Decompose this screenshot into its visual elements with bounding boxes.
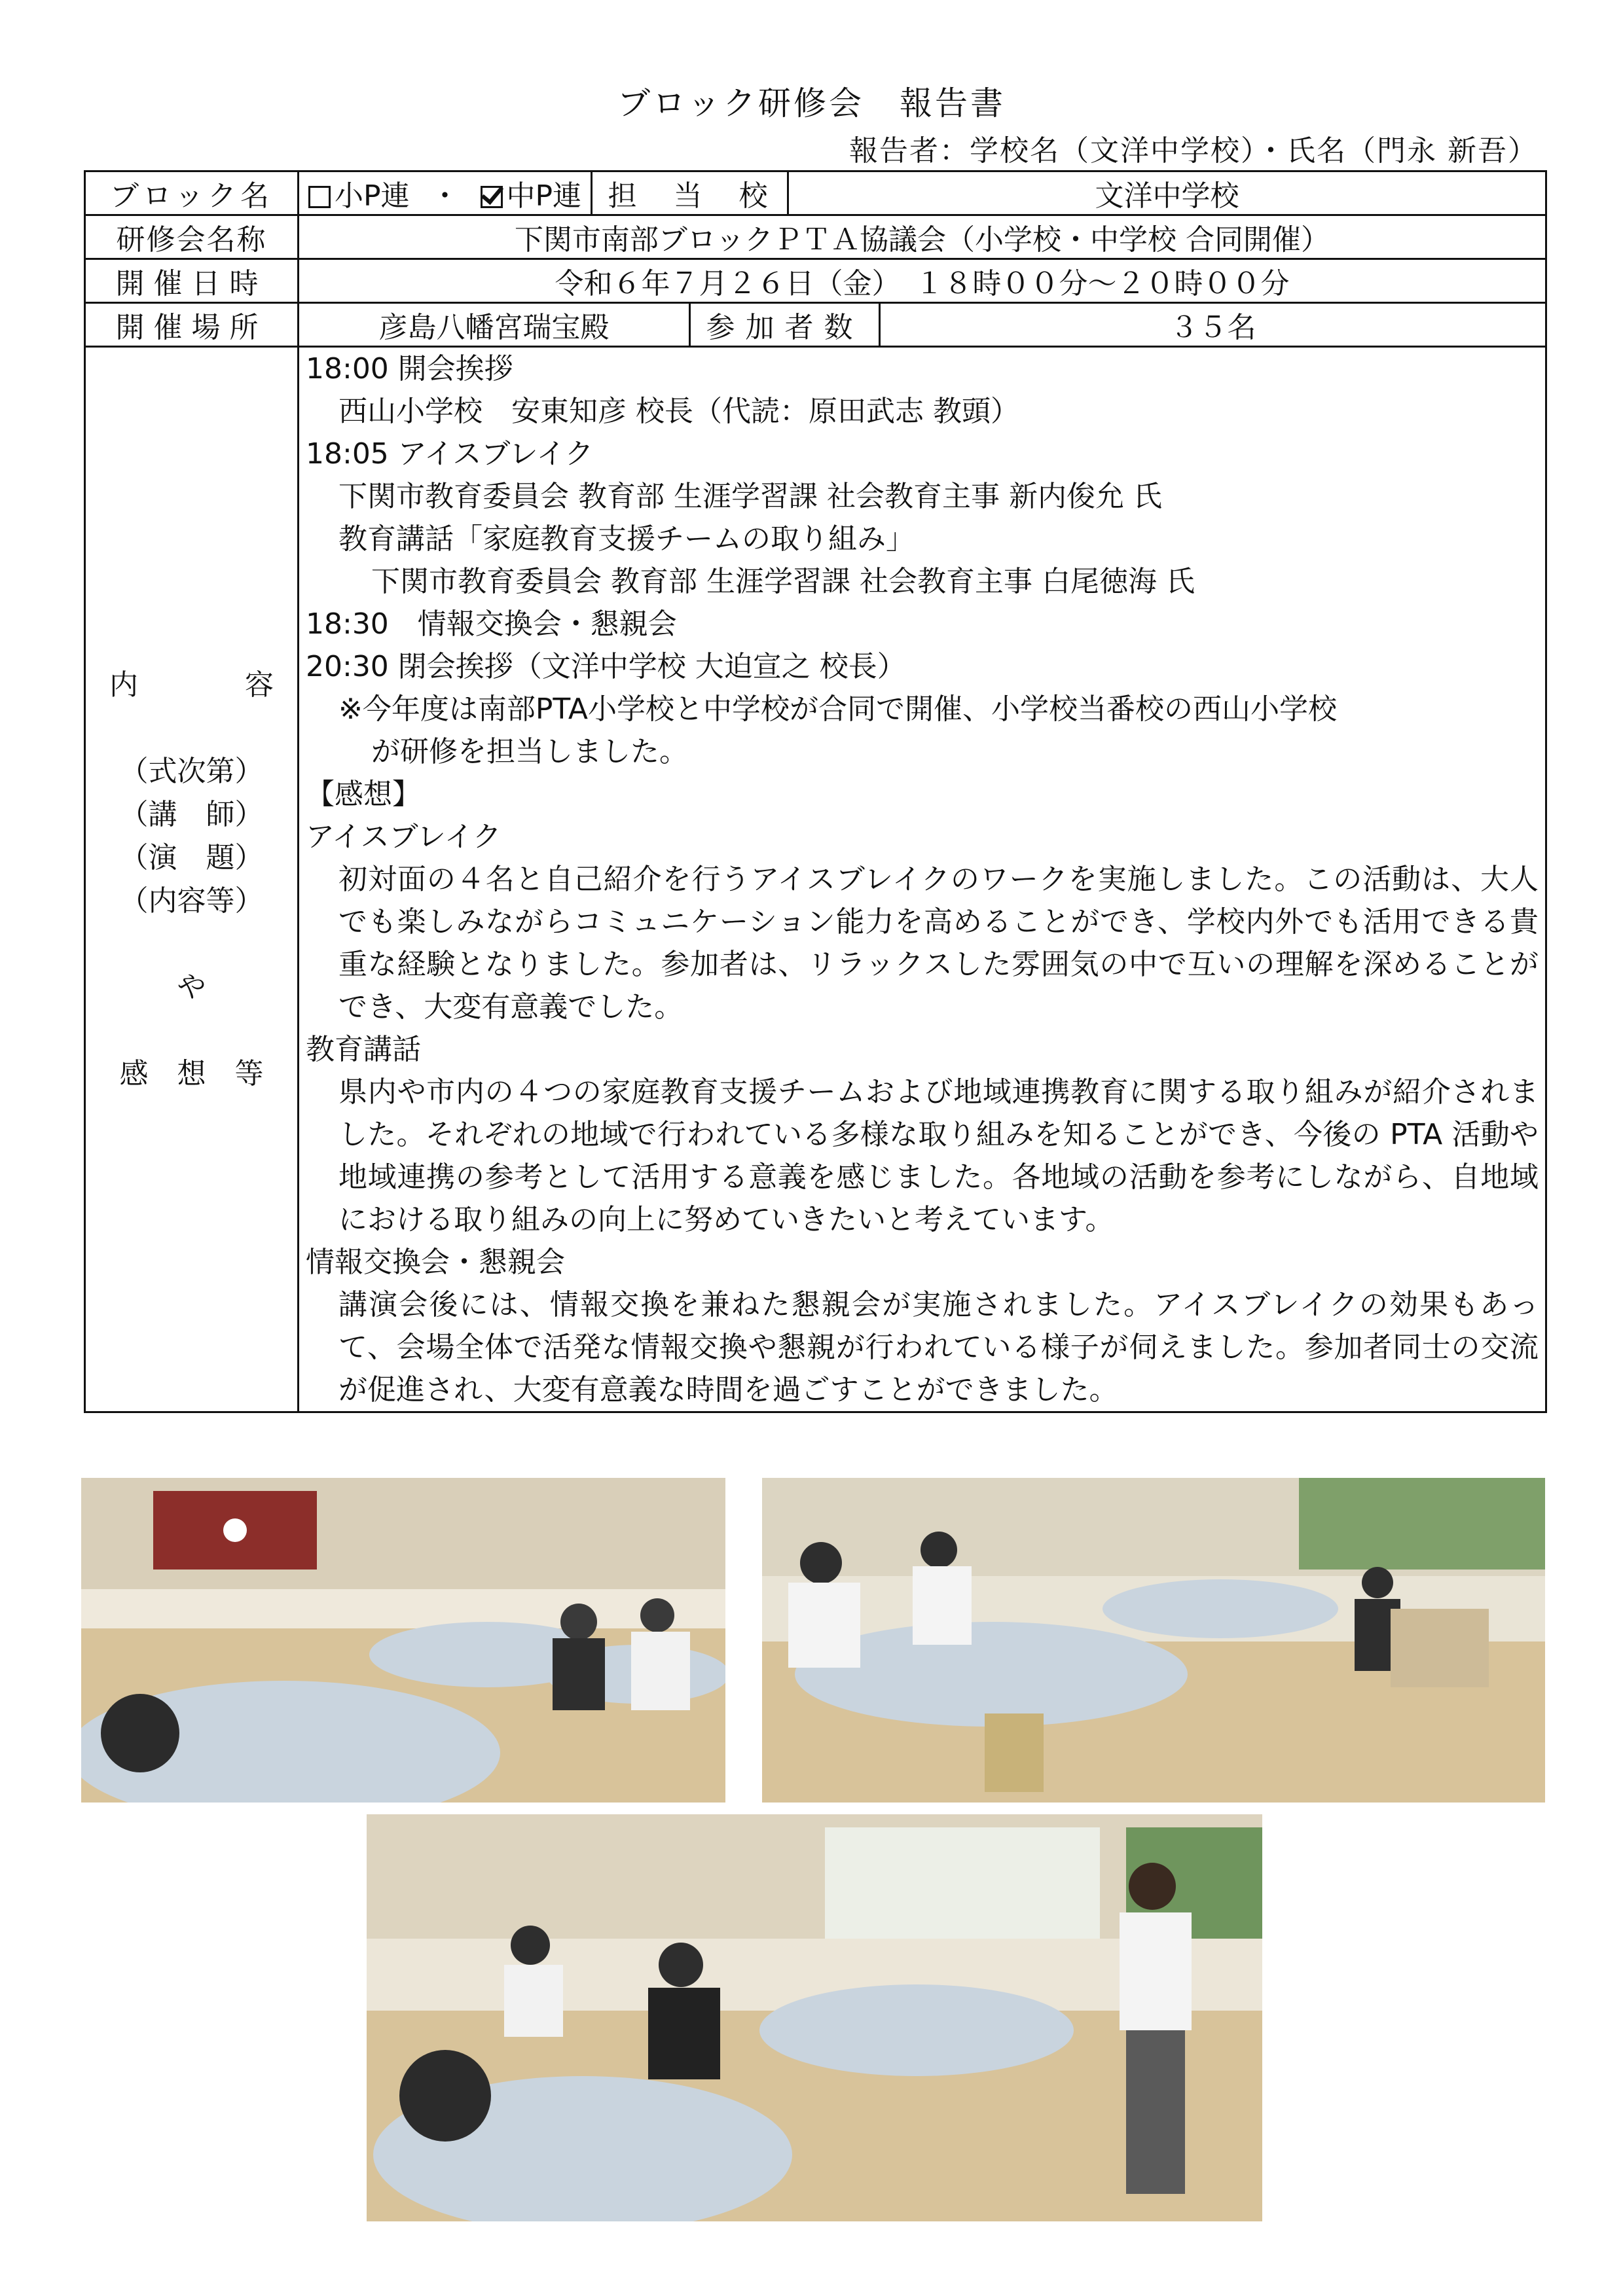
content-label-blank3 [92,1009,291,1052]
exchange-heading: 情報交換会・懇親会 [306,1246,565,1279]
program-note2: が研修を担当しました。 [371,735,688,768]
date-label: 開催日時 [85,259,299,303]
content-label-line7: 感 想 等 [119,1056,264,1090]
option-middle-pta: 中P連 [506,179,582,213]
reporter-line: 報告者：学校名（文洋中学校）・氏名（門永 新吾） [849,134,1538,168]
content-label-blank [92,707,291,750]
content-label-line1 [92,664,291,707]
program-line5: 教育講話「家庭教育支援チームの取り組み」 [338,522,915,556]
checkbox-middle-pta[interactable] [481,186,503,208]
program-line1: 18:00 開会挨拶 [306,352,513,386]
content-label-line3: （講 師） [119,797,264,831]
photo-speaker [367,1814,1262,2221]
date-value: 令和６年７月２６日（金） １８時００分～２０時００分 [299,259,1546,303]
photo-meeting-hall-1 [81,1478,725,1803]
photo-meeting-hall-2 [762,1478,1545,1803]
row-meeting [85,215,1546,259]
block-options [299,171,592,215]
program-line2: 西山小学校 安東知彦 校長（代読：原田武志 教頭） [338,395,1019,428]
place-label: 開催場所 [85,303,299,347]
content-label-blank2 [92,923,291,966]
program-line4: 下関市教育委員会 教育部 生涯学習課 社会教育主事 新内俊允 氏 [338,480,1162,513]
program-line7: 18:30 情報交換会・懇親会 [306,607,677,641]
school-value: 文洋中学校 [788,171,1546,215]
lecture-heading: 教育講話 [306,1033,421,1066]
report-table [84,170,1547,1413]
content-label-line5: （内容等） [119,884,264,918]
content-cell [299,347,1546,1412]
content-label-cell [85,347,299,1412]
checkbox-small-pta[interactable] [308,186,331,208]
exchange-paragraph: 講演会後には、情報交換を兼ねた懇親会が実施されました。アイスブレイクの効果もあって、会場全体で活発な情報交換や懇親が行われている様子が伺えました。参加者同士の交流が促進され、大変有意義な時間を過ごすことができました。 [338,1288,1539,1407]
program-line6: 下関市教育委員会 教育部 生涯学習課 社会教育主事 白尾徳海 氏 [371,565,1195,598]
row-place [85,303,1546,347]
icebreak-heading: アイスブレイク [306,820,501,853]
program-line8: 20:30 閉会挨拶（文洋中学校 大迫宣之 校長） [306,650,906,683]
content-label-l1a: 内 [109,668,138,702]
icebreak-paragraph: 初対面の４名と自己紹介を行うアイスブレイクのワークを実施しました。この活動は、大人でも楽しみながらコミュニケーション能力を高めることができ、学校内外でも活用できる貴重な経験となりました。参加者は、リラックスした雰囲気の中で互いの理解を深めることができ、大変有意義でした。 [338,863,1539,1024]
program-line3: 18:05 アイスブレイク [306,437,594,471]
content-label-line4: （演 題） [119,840,264,874]
count-value: ３５名 [880,303,1546,347]
impressions-heading: 【感想】 [306,778,421,811]
block-label: ブロック名 [85,171,299,215]
option-separator: ・ [430,179,460,213]
school-label: 担 当 校 [592,171,788,215]
row-block [85,171,1546,215]
row-date [85,259,1546,303]
content-label-line6: や [177,970,206,1004]
content-label-l1b: 容 [245,668,274,702]
content-label-line2: （式次第） [119,754,264,788]
count-label: 参加者数 [690,303,880,347]
option-small-pta: 小P連 [334,179,410,213]
lecture-paragraph: 県内や市内の４つの家庭教育支援チームおよび地域連携教育に関する取り組みが紹介されました。それぞれの地域で行われている多様な取り組みを知ることができ、今後の PTA 活動や地域連携の参考として活用する意義を感じました。各地域の活動を参考にしながら、自地域における取り組みの向上に努めていきたいと考えています。 [338,1075,1539,1236]
program-note1: ※今年度は南部PTA小学校と中学校が合同で開催、小学校当番校の西山小学校 [338,692,1337,726]
meeting-value: 下関市南部ブロックＰＴＡ協議会（小学校・中学校 合同開催） [299,215,1546,259]
row-content [85,347,1546,1412]
report-title: ブロック研修会 報告書 [617,84,1006,122]
meeting-label: 研修会名称 [85,215,299,259]
place-value: 彦島八幡宮瑞宝殿 [299,303,690,347]
